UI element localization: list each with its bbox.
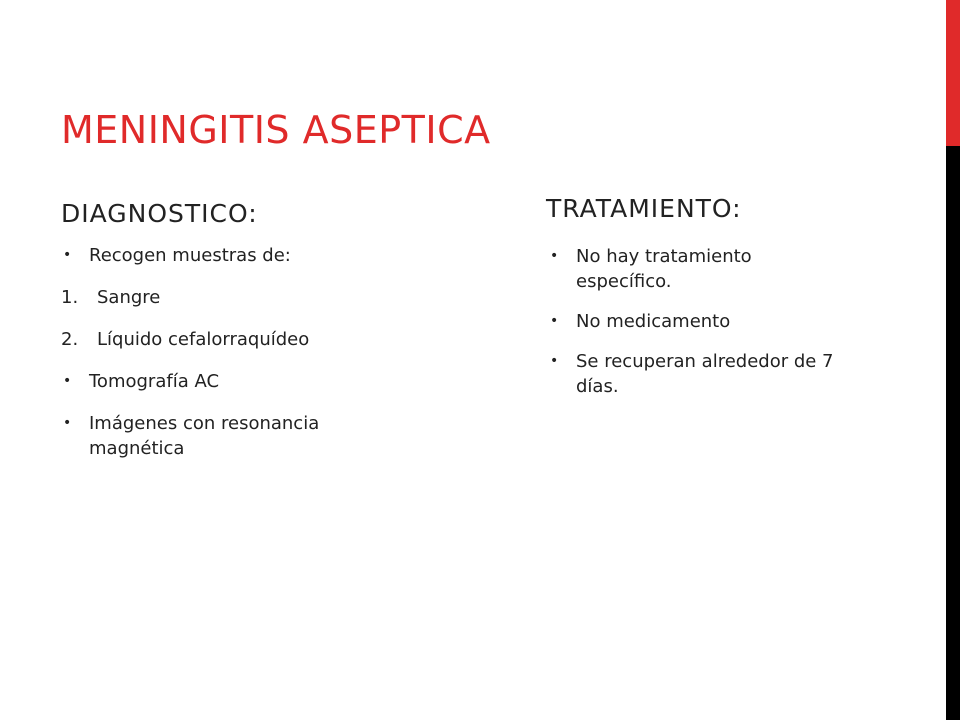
tratamiento-list (548, 244, 848, 414)
side-accent-bar-red (946, 0, 960, 146)
list-item-text: Sangre (97, 287, 161, 308)
side-accent-bar-black (946, 146, 960, 720)
list-item (548, 244, 848, 294)
slide-title: MENINGITIS ASEPTICA (61, 108, 491, 152)
list-item (61, 369, 391, 394)
list-item-text: Imágenes con resonancia magnética (89, 413, 320, 459)
list-item (61, 411, 391, 461)
list-item-text: No hay tratamiento específico. (576, 246, 752, 292)
list-item (548, 349, 848, 399)
list-item-text: Se recuperan alrededor de 7 días. (576, 351, 834, 397)
list-item (61, 327, 391, 352)
diagnostico-heading: DIAGNOSTICO: (61, 199, 258, 228)
list-item (61, 243, 391, 268)
list-item-text: Líquido cefalorraquídeo (97, 329, 310, 350)
list-item (61, 285, 391, 310)
list-item (548, 309, 848, 334)
diagnostico-list (61, 243, 391, 478)
list-item-text: No medicamento (576, 311, 731, 332)
list-item-text: Recogen muestras de: (89, 245, 291, 266)
list-item-text: Tomografía AC (89, 371, 220, 392)
list-item-number: 2. (61, 329, 79, 350)
tratamiento-heading: TRATAMIENTO: (546, 194, 742, 223)
list-item-number: 1. (61, 287, 79, 308)
